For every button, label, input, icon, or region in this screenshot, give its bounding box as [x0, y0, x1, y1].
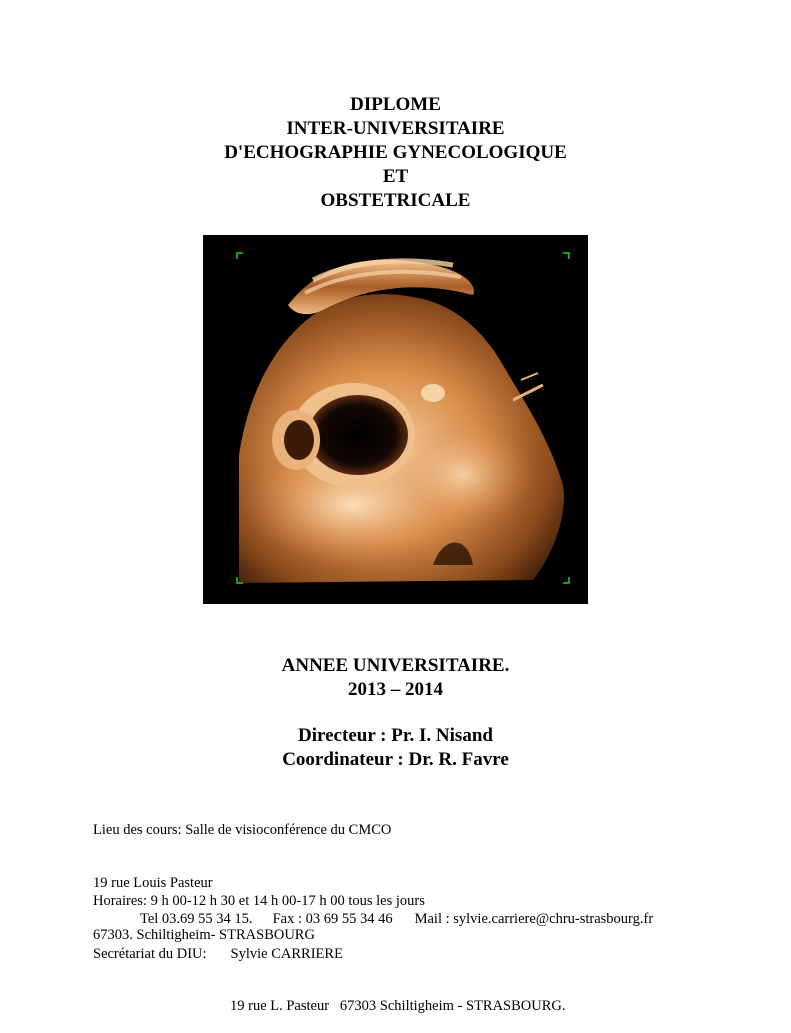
secretariat-name: Sylvie CARRIERE	[230, 945, 343, 962]
ultrasound-illustration	[203, 235, 588, 604]
fax-number: Fax : 03 69 55 34 46	[272, 911, 393, 927]
title-line-1: DIPLOME	[350, 94, 441, 115]
secretariat-address: 19 rue L. Pasteur 67303 Schiltigheim - STRASBOURG.	[230, 998, 566, 1014]
document-title	[0, 93, 791, 213]
mail-address: Mail : sylvie.carriere@chru-strasbourg.fr	[414, 911, 654, 927]
schedule-block	[93, 858, 566, 1033]
director-line: Directeur : Pr. I. Nisand	[298, 725, 493, 746]
venue-line-2: 19 rue Louis Pasteur	[93, 874, 213, 891]
academic-year-range: 2013 – 2014	[348, 679, 443, 700]
cavity-dark	[308, 395, 408, 475]
title-line-5: OBSTETRICALE	[320, 190, 471, 211]
academic-year-label: ANNEE UNIVERSITAIRE.	[281, 655, 510, 676]
coordinator-line: Coordinateur : Dr. R. Favre	[282, 749, 509, 770]
academic-year	[0, 654, 791, 702]
venue-line-1: Lieu des cours: Salle de visioconférence du CMCO	[93, 822, 392, 838]
contact-line	[140, 911, 653, 929]
tel-number: Tel 03.69 55 34 15.	[140, 911, 253, 927]
ultrasound-image	[203, 235, 588, 604]
staff-block	[0, 724, 791, 772]
venue-line-3: 67303. Schiltigheim- STRASBOURG	[93, 927, 315, 943]
secretariat-line	[93, 946, 566, 964]
secretariat-label: Secrétariat du DIU:	[93, 945, 207, 962]
title-line-4: ET	[382, 166, 409, 187]
title-line-3: D'ECHOGRAPHIE GYNECOLOGIQUE	[224, 142, 567, 163]
hours-line: Horaires: 9 h 00-12 h 30 et 14 h 00-17 h 00 tous les jours	[93, 893, 425, 909]
title-line-2: INTER-UNIVERSITAIRE	[286, 118, 505, 139]
